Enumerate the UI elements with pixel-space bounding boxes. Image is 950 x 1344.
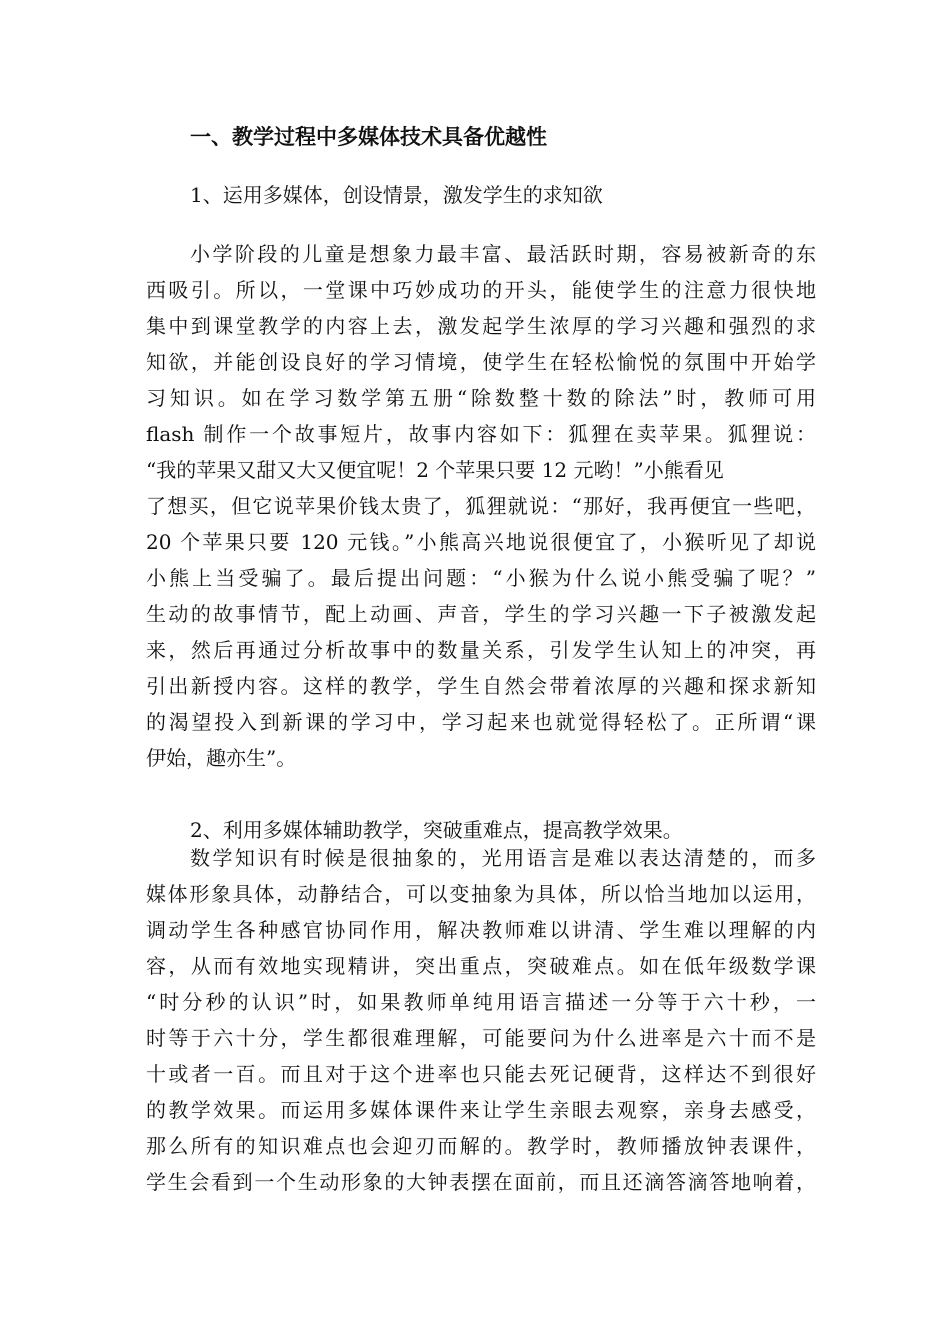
paragraph-line: 习知识。如在学习数学第五册“除数整十数的除法”时，教师可用 — [146, 386, 816, 410]
paragraph-line: “我的苹果又甜又大又便宜呢！2 个苹果只要 12 元哟！”小熊看见 — [146, 458, 724, 482]
paragraph-line: 小熊上当受骗了。最后提出问题：“小猴为什么说小熊受骗了呢？” — [146, 566, 816, 590]
paragraph-line: 的渴望投入到新课的学习中，学习起来也就觉得轻松了。正所谓“课 — [146, 710, 816, 734]
paragraph-line: 集中到课堂教学的内容上去，激发起学生浓厚的学习兴趣和强烈的求 — [146, 314, 816, 338]
paragraph-line: 知欲，并能创设良好的学习情境，使学生在轻松愉悦的氛围中开始学 — [146, 350, 816, 374]
paragraph-line: 数学知识有时候是很抽象的，光用语言是难以表达清楚的，而多 — [190, 846, 816, 870]
subheading-2: 2、利用多媒体辅助教学，突破重难点，提高教学效果。 — [190, 818, 683, 842]
paragraph-line: 20 个苹果只要 120 元钱。”小熊高兴地说很便宜了，小猴听见了却说 — [146, 530, 816, 554]
paragraph-line: “时分秒的认识”时，如果教师单纯用语言描述一分等于六十秒，一 — [146, 990, 816, 1014]
paragraph-line: 学生会看到一个生动形象的大钟表摆在面前，而且还滴答滴答地响着， — [146, 1170, 816, 1194]
paragraph-line: 了想买，但它说苹果价钱太贵了，狐狸就说：“那好，我再便宜一些吧， — [146, 494, 816, 518]
paragraph-line: 那么所有的知识难点也会迎刃而解的。教学时，教师播放钟表课件， — [146, 1134, 816, 1158]
paragraph-2 — [146, 840, 816, 1200]
paragraph-line: 调动学生各种感官协同作用，解决教师难以讲清、学生难以理解的内 — [146, 918, 816, 942]
paragraph-line: 引出新授内容。这样的教学，学生自然会带着浓厚的兴趣和探求新知 — [146, 674, 816, 698]
paragraph-1 — [146, 236, 816, 776]
paragraph-line: 十或者一百。而且对于这个进率也只能去死记硬背，这样达不到很好 — [146, 1062, 816, 1086]
paragraph-line: 的教学效果。而运用多媒体课件来让学生亲眼去观察，亲身去感受， — [146, 1098, 816, 1122]
paragraph-line: 来，然后再通过分析故事中的数量关系，引发学生认知上的冲突，再 — [146, 638, 816, 662]
section-heading: 一、教学过程中多媒体技术具备优越性 — [190, 124, 547, 149]
subheading-1: 1、运用多媒体，创设情景，激发学生的求知欲 — [190, 183, 603, 207]
paragraph-line: flash 制作一个故事短片，故事内容如下：狐狸在卖苹果。狐狸说： — [146, 422, 816, 446]
paragraph-line: 小学阶段的儿童是想象力最丰富、最活跃时期，容易被新奇的东 — [190, 242, 816, 266]
paragraph-line: 时等于六十分，学生都很难理解，可能要问为什么进率是六十而不是 — [146, 1026, 816, 1050]
paragraph-line: 容，从而有效地实现精讲，突出重点，突破难点。如在低年级数学课 — [146, 954, 816, 978]
paragraph-line: 西吸引。所以，一堂课中巧妙成功的开头，能使学生的注意力很快地 — [146, 278, 816, 302]
paragraph-line: 媒体形象具体，动静结合，可以变抽象为具体，所以恰当地加以运用， — [146, 882, 816, 906]
paragraph-line: 伊始，趣亦生”。 — [146, 746, 297, 770]
paragraph-line: 生动的故事情节，配上动画、声音，学生的学习兴趣一下子被激发起 — [146, 602, 816, 626]
